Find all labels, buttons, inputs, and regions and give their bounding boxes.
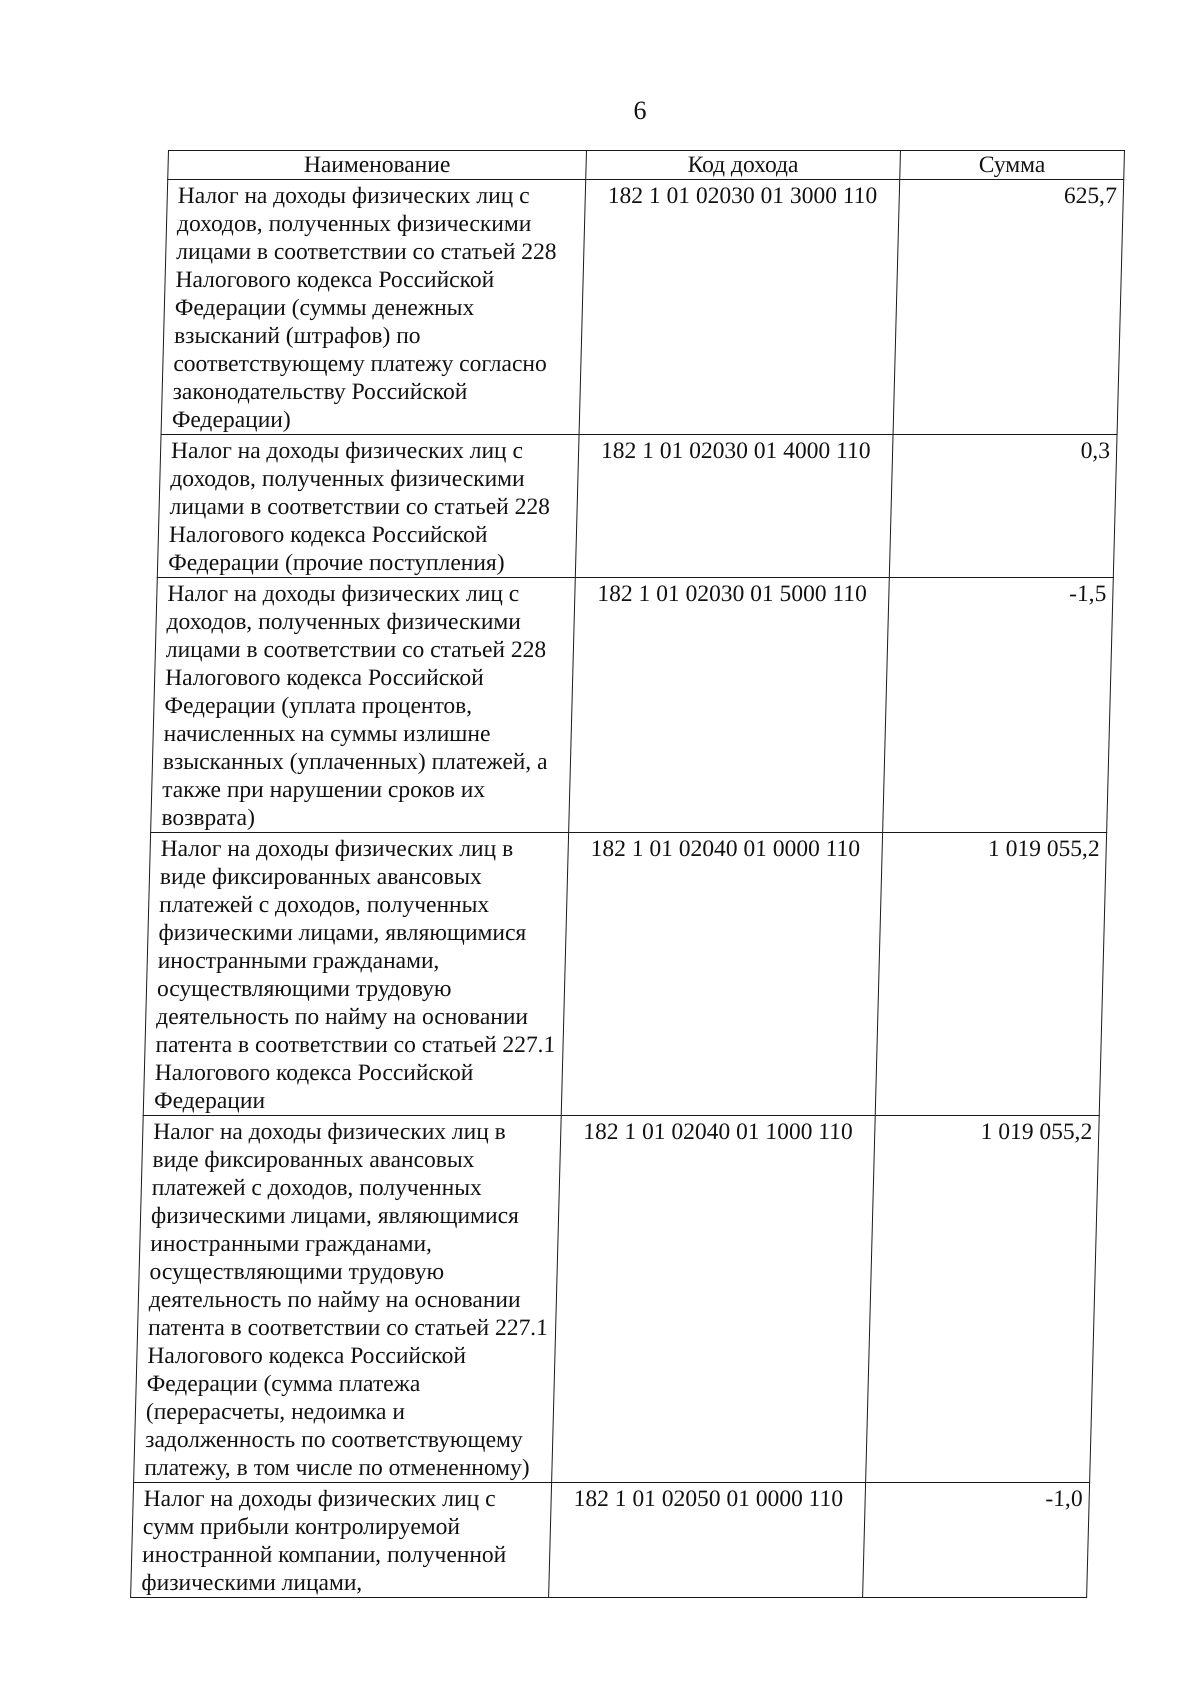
row-sum: 1 019 055,2 — [875, 833, 1106, 1116]
header-name: Наименование — [168, 151, 587, 180]
table-row — [161, 180, 1124, 435]
row-sum: 0,3 — [889, 435, 1117, 578]
row-sum: -1,5 — [883, 578, 1114, 833]
row-code: 182 1 01 02040 01 0000 110 — [561, 833, 882, 1116]
row-code: 182 1 01 02040 01 1000 110 — [552, 1116, 876, 1483]
table-header-row — [168, 151, 1125, 180]
table-row — [157, 435, 1117, 578]
row-code: 182 1 01 02030 01 5000 110 — [569, 578, 890, 833]
row-sum: -1,0 — [863, 1483, 1090, 1598]
row-name: Налог на доходы физических лиц в виде фиксированных авансовых платежей с доходов, полученных физическими лицами, являющимися иностранными гражданами, осуществляющими трудовую деятельность по найму на основании патента в соответствии со статьей 227.1 Налогового кодекса Российской Федерации — [143, 833, 568, 1116]
row-code: 182 1 01 02030 01 4000 110 — [575, 435, 893, 578]
row-sum: 625,7 — [893, 180, 1124, 435]
table-row — [134, 1116, 1100, 1483]
row-name: Налог на доходы физических лиц в виде фиксированных авансовых платежей с доходов, полученных физическими лицами, являющимися иностранными гражданами, осуществляющими трудовую деятельность по найму на основании патента в соответствии со статьей 227.1 Налогового кодекса Российской Федерации (сумма платежа (перерасчеты, недоимка и задолженность по соответствующему платежу, в том числе по отмененному) — [134, 1116, 562, 1483]
row-name: Налог на доходы физических лиц с доходов, полученных физическими лицами в соответствии со статьей 228 Налогового кодекса Российской Федерации (суммы денежных взысканий (штрафов) по соответствующему платежу согласно законодательству Российской Федерации) — [161, 180, 586, 435]
row-code: 182 1 01 02030 01 3000 110 — [579, 180, 900, 435]
page-number: 6 — [633, 96, 647, 125]
row-sum: 1 019 055,2 — [866, 1116, 1100, 1483]
table-row — [131, 1483, 1090, 1598]
table-row — [143, 833, 1106, 1116]
row-name: Налог на доходы физических лиц с сумм прибыли контролируемой иностранной компании, полученной физическими лицами, — [131, 1483, 552, 1598]
header-code: Код дохода — [586, 151, 901, 180]
row-code: 182 1 01 02050 01 0000 110 — [549, 1483, 866, 1598]
row-name: Налог на доходы физических лиц с доходов, полученных физическими лицами в соответствии со статьей 228 Налогового кодекса Российской Федерации (прочие поступления) — [157, 435, 579, 578]
income-codes-table — [130, 150, 1125, 1598]
header-sum: Сумма — [900, 151, 1125, 180]
row-name: Налог на доходы физических лиц с доходов, полученных физическими лицами в соответствии со статьей 228 Налогового кодекса Российской Федерации (уплата процентов, начисленных на суммы излишне взысканных (уплаченных) платежей, а также при нарушении сроков их возврата) — [151, 578, 576, 833]
table-row — [151, 578, 1114, 833]
